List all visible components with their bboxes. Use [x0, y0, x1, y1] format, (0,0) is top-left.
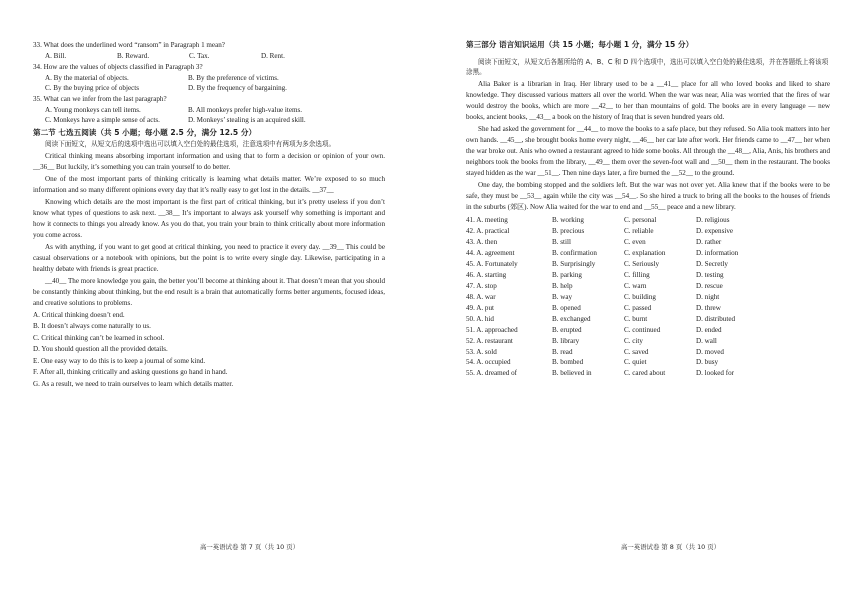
- choice-row: [466, 368, 830, 379]
- passage-paragraph: One of the most important parts of thinking critically is learning what details matter. We’re exposed to so much information and so many different opinions every day that it’s really easy to get lost in the details. __37__: [33, 174, 385, 194]
- question-block-33: [33, 40, 385, 61]
- choice-row: [466, 292, 830, 303]
- choice-option: 47. A. stop: [466, 281, 497, 290]
- page-footer: 高一英语试卷 第 7 页（共 10 页）: [200, 543, 300, 551]
- choice-option: C. personal: [624, 215, 657, 224]
- question-block-35: [33, 94, 385, 125]
- choice-row: [466, 325, 830, 336]
- choice-option: 52. A. restaurant: [466, 336, 513, 345]
- choice-option: C. cared about: [624, 369, 666, 378]
- choice-option: C. reliable: [624, 226, 654, 235]
- choice-row: [466, 314, 830, 325]
- choice-option: D. rescue: [696, 281, 723, 290]
- choice-option: D. religious: [696, 215, 730, 224]
- passage-paragraph: As with anything, if you want to get good at critical thinking, you need to practice it every day. __39__ This could be casual observations or a notebook with opinions, but the point is to write every single day. Likewise, participating in a healthy debate with friends is great practice.: [33, 242, 385, 273]
- seven-choice-options: [33, 310, 385, 391]
- choice-option: C. quiet: [624, 358, 647, 367]
- option: C. By the buying price of objects: [45, 84, 139, 93]
- option: C. Critical thinking can’t be learned in school.: [33, 333, 165, 342]
- choice-row: [466, 270, 830, 281]
- answer-options: [33, 51, 385, 61]
- choice-option: 54. A. occupied: [466, 358, 511, 367]
- choice-option: D. information: [696, 248, 739, 257]
- choice-option: 43. A. then: [466, 237, 498, 246]
- option: C. Monkeys have a simple sense of acts.: [45, 116, 160, 125]
- choice-option: C. warn: [624, 281, 647, 290]
- choice-option: C. even: [624, 237, 646, 246]
- choice-option: B. erupted: [552, 325, 582, 334]
- question-block-34: [33, 62, 385, 93]
- choice-option: D. night: [696, 292, 720, 301]
- right-page: [466, 0, 830, 379]
- choice-option: B. help: [552, 281, 573, 290]
- choice-option: D. testing: [696, 270, 724, 279]
- choice-option: B. still: [552, 237, 571, 246]
- choice-row: [466, 281, 830, 292]
- option: A. Critical thinking doesn’t end.: [33, 310, 125, 319]
- choice-option: C. Seriously: [624, 259, 660, 268]
- choice-option: D. busy: [696, 358, 719, 367]
- choice-option: B. exchanged: [552, 314, 591, 323]
- choice-option: B. read: [552, 347, 573, 356]
- choice-row: [466, 226, 830, 237]
- choice-option: 48. A. war: [466, 292, 496, 301]
- choice-option: 42. A. practical: [466, 226, 510, 235]
- answer-options: [33, 105, 385, 125]
- passage-paragraph: Critical thinking means absorbing important information and using that to form a decision or opinion of your own. __36__ But luckily, it’s something you can train yourself to do better.: [33, 151, 385, 171]
- option: C. Tax.: [189, 52, 210, 61]
- choice-option: B. library: [552, 336, 580, 345]
- choice-option: B. Surprisingly: [552, 259, 596, 268]
- choice-row: [466, 248, 830, 259]
- choice-option: 53. A. sold: [466, 347, 497, 356]
- cloze-choice-table: [466, 215, 830, 380]
- option: B. Reward.: [117, 52, 150, 61]
- choice-option: 55. A. dreamed of: [466, 369, 518, 378]
- choice-row: [466, 237, 830, 248]
- choice-option: D. rather: [696, 237, 722, 246]
- choice-option: 49. A. put: [466, 303, 494, 312]
- option: B. It doesn’t always come naturally to us.: [33, 322, 151, 331]
- choice-option: 51. A. approached: [466, 325, 518, 334]
- choice-option: C. burnt: [624, 314, 648, 323]
- passage-paragraph: __40__ The more knowledge you gain, the better you’ll become at thinking about it. That doesn’t mean that you should be constantly thinking about thinking, but the end result is a brain that automatically forms better arguments, focused ideas, and creative solutions to problems.: [33, 276, 385, 307]
- passage-paragraph: Alia Baker is a librarian in Iraq. Her library used to be a __41__ place for all who loved books and liked to share knowledge. They discussed various matters all over the world. When the war was near, Alia was worried that the fires of war would destroy the books, which are more __42__ to her than mountains of gold. The books are in every language — new books, ancient books, __43__ a book on the history of Iraq that is seven hundred years old.: [466, 79, 830, 121]
- choice-row: [466, 357, 830, 368]
- option: B. All monkeys prefer high-value items.: [188, 106, 303, 115]
- passage-paragraph: One day, the bombing stopped and the soldiers left. But the war was not over yet. Alia knew that if the books were to be safe, they must be __53__ again while the city was __54__. So she hired a truck to bring all the books to the houses of friends in the suburbs (郊区). Now Alia waited for the war to end and __55__ peace and a new library.: [466, 180, 830, 211]
- section-title: 第三部分 语言知识运用（共 15 小题；每小题 1 分，满分 15 分）: [466, 40, 694, 49]
- passage-paragraph: She had asked the government for __44__ to move the books to a safe place, but they refused. So Alia took matters into her own hands. __45__, she brought books home every night, __46__ her car late after work. Her friends came to __47__ her when the war broke out. Anis who owned a restaurant agreed to hide some books. All through the __48__, Alia, Anis, his brothers and neighbors took the books from the library, __49__ them over the seven-foot wall and __50__ them in the restaurant. The books stayed hidden as the war __51__. Then nine days later, a fire burned the __52__ to the ground.: [466, 124, 830, 177]
- choice-option: 44. A. agreement: [466, 248, 515, 257]
- choice-option: C. filling: [624, 270, 650, 279]
- section-instructions: 阅读下面短文，从短文后各题所给的 A、B、C 和 D 四个选项中，选出可以填入空白处的最佳选项，并在答题纸上将该项涂黑。: [466, 57, 829, 77]
- choice-option: D. Secretly: [696, 259, 728, 268]
- option: D. You should question all the provided details.: [33, 345, 168, 354]
- choice-option: C. passed: [624, 303, 652, 312]
- choice-option: D. looked for: [696, 369, 735, 378]
- option: A. Young monkeys can tell items.: [45, 106, 141, 115]
- passage-paragraph: Knowing which details are the most important is the first part of critical thinking, but it’s pretty useless if you don’t know what types of questions to ask next. __38__ It’s important to always ask yourself why something is important and how it connects to things you already know. As you do that, you train your brain to think critically about more information you come across.: [33, 197, 385, 239]
- choice-option: D. moved: [696, 347, 724, 356]
- answer-options: [33, 73, 385, 93]
- choice-option: B. precious: [552, 226, 585, 235]
- option: D. Rent.: [261, 52, 285, 61]
- choice-option: C. continued: [624, 325, 661, 334]
- option: B. By the preference of victims.: [188, 74, 279, 83]
- option: D. By the frequency of bargaining.: [188, 84, 287, 93]
- choice-option: D. threw: [696, 303, 721, 312]
- choice-option: B. confirmation: [552, 248, 597, 257]
- choice-option: D. wall: [696, 336, 717, 345]
- section-instructions: 阅读下面短文，从短文后的选项中选出可以填入空白处的最佳选项，注意选项中有两项为多余选项。: [45, 140, 336, 149]
- choice-option: C. saved: [624, 347, 649, 356]
- choice-option: 50. A. hid: [466, 314, 494, 323]
- choice-option: 46. A. starting: [466, 270, 507, 279]
- option: A. Bill.: [45, 52, 67, 61]
- choice-option: C. city: [624, 336, 643, 345]
- choice-option: B. opened: [552, 303, 581, 312]
- option: G. As a result, we need to train ourselves to learn which details matter.: [33, 379, 234, 388]
- option: A. By the material of objects.: [45, 74, 129, 83]
- choice-option: D. expensive: [696, 226, 734, 235]
- choice-option: B. parking: [552, 270, 582, 279]
- choice-option: C. explanation: [624, 248, 666, 257]
- left-page: [33, 0, 385, 391]
- option: F. After all, thinking critically and asking questions go hand in hand.: [33, 368, 228, 377]
- page-footer: 高一英语试卷 第 8 页（共 10 页）: [621, 543, 721, 551]
- choice-option: B. way: [552, 292, 573, 301]
- choice-row: [466, 347, 830, 358]
- question-stem: 33. What does the underlined word “ransom” in Paragraph 1 mean?: [33, 41, 225, 49]
- choice-option: B. believed in: [552, 369, 592, 378]
- option: D. Monkeys’ stealing is an acquired skill.: [188, 116, 306, 125]
- choice-row: [466, 303, 830, 314]
- choice-option: 45. A. Fortunately: [466, 259, 518, 268]
- choice-option: B. working: [552, 215, 584, 224]
- choice-option: C. building: [624, 292, 656, 301]
- choice-option: D. distributed: [696, 314, 736, 323]
- choice-option: B. bombed: [552, 358, 584, 367]
- choice-row: [466, 336, 830, 347]
- choice-option: D. ended: [696, 325, 722, 334]
- choice-row: [466, 215, 830, 226]
- option: E. One easy way to do this is to keep a journal of some kind.: [33, 356, 206, 365]
- choice-option: 41. A. meeting: [466, 215, 508, 224]
- section-title: 第二节 七选五阅读（共 5 小题；每小题 2.5 分，满分 12.5 分）: [33, 127, 257, 137]
- question-stem: 34. How are the values of objects classified in Paragraph 3?: [33, 63, 203, 72]
- choice-row: [466, 259, 830, 270]
- question-stem: 35. What can we infer from the last paragraph?: [33, 95, 167, 104]
